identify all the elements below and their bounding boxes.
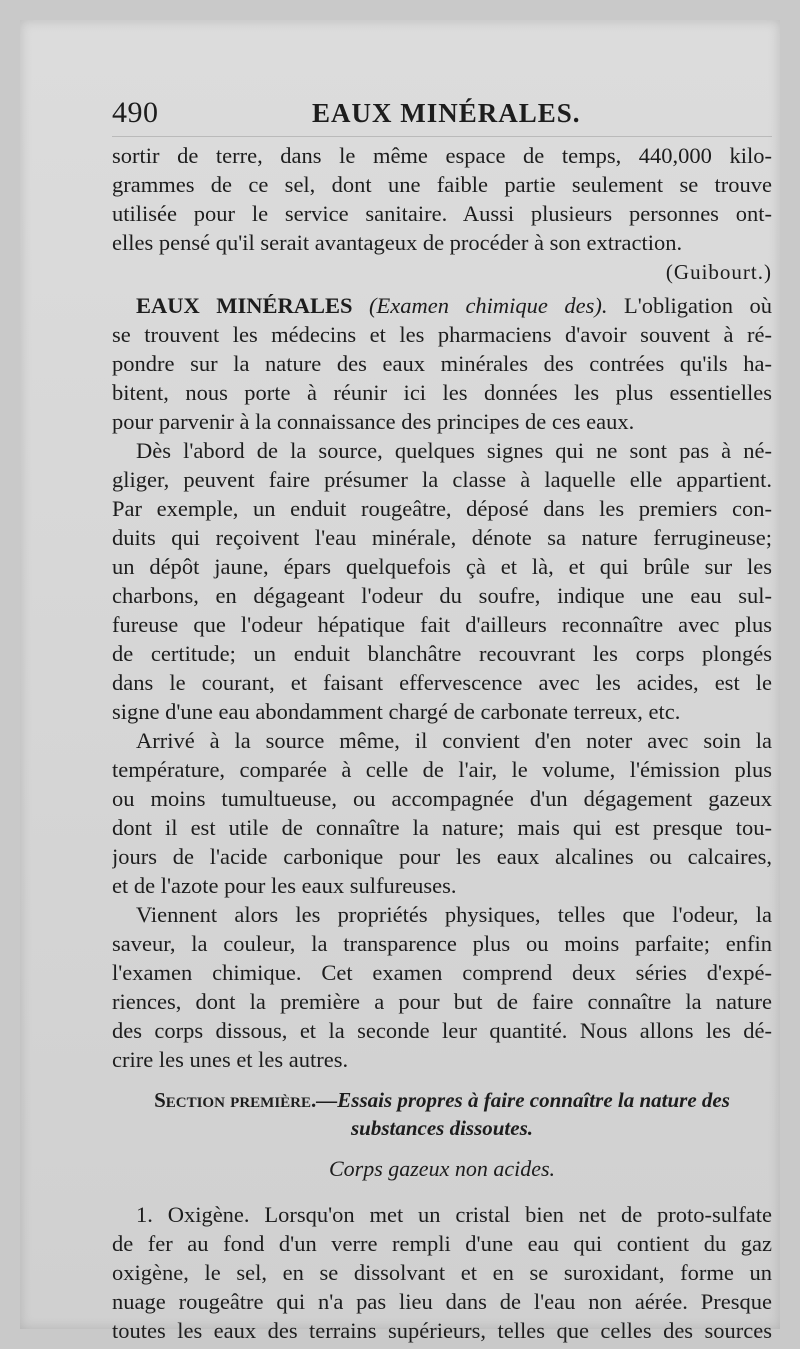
text-line: gliger, peuvent faire présumer la classe à laquelle elle appartient. bbox=[112, 467, 772, 492]
scanned-page bbox=[20, 20, 780, 1343]
section-title: —Essais propres à faire connaître la nature des bbox=[316, 1088, 730, 1112]
paragraph-6 bbox=[112, 1200, 772, 1345]
text-line: de certitude; un enduit blanchâtre recouvrant les corps plongés bbox=[112, 641, 772, 666]
text-line: saveur, la couleur, la transparence plus ou moins parfaite; enfin bbox=[112, 931, 772, 956]
text-line: température, comparée à celle de l'air, le volume, l'émission plus bbox=[112, 757, 772, 782]
section-label: Section première. bbox=[154, 1088, 317, 1112]
text-line: riences, dont la première a pour but de faire connaître la nature bbox=[112, 989, 772, 1014]
text-line: utilisée pour le service sanitaire. Aussi plusieurs personnes ont- bbox=[112, 201, 772, 226]
paragraph-2 bbox=[112, 291, 772, 436]
text-line: fureuse que l'odeur hépatique fait d'ailleurs reconnaître avec plus bbox=[112, 612, 772, 637]
text-line: charbons, en dégageant l'odeur du soufre, indique une eau sul- bbox=[112, 583, 772, 608]
text-column bbox=[112, 92, 772, 1345]
subsection-heading: Corps gazeux non acides. bbox=[328, 1156, 556, 1181]
text-fragment: L'obligation où bbox=[624, 293, 772, 318]
entry-title: EAUX MINÉRALES bbox=[136, 293, 353, 318]
text-line: crire les unes et les autres. bbox=[112, 1047, 349, 1072]
text-line: pondre sur la nature des eaux minérales des contrées qu'ils ha- bbox=[112, 351, 772, 376]
section-heading bbox=[112, 1086, 772, 1142]
page-number: 490 bbox=[112, 96, 159, 129]
page-header bbox=[112, 92, 772, 137]
text-line: toutes les eaux des terrains supérieurs, telles que celles des sources bbox=[112, 1318, 772, 1343]
text-line: pour parvenir à la connaissance des principes de ces eaux. bbox=[112, 409, 635, 434]
text-line: des corps dissous, et la seconde leur quantité. Nous allons les dé- bbox=[112, 1018, 772, 1043]
text-line: sortir de terre, dans le même espace de temps, 440,000 kilo- bbox=[112, 143, 772, 168]
text-line: nuage rougeâtre qui n'a pas lieu dans de l'eau non aérée. Presque bbox=[112, 1289, 772, 1314]
text-line: ou moins tumultueuse, ou accompagnée d'un dégagement gazeux bbox=[112, 786, 772, 811]
paragraph-3 bbox=[112, 436, 772, 726]
text-line: Viennent alors les propriétés physiques, telles que l'odeur, la bbox=[136, 902, 772, 927]
text-line: l'examen chimique. Cet examen comprend deux séries d'expé- bbox=[112, 960, 772, 985]
text-line: Par exemple, un enduit rougeâtre, déposé dans les premiers con- bbox=[112, 496, 772, 521]
text-line: elles pensé qu'il serait avantageux de procéder à son extraction. bbox=[112, 230, 683, 255]
running-title: EAUX MINÉRALES. bbox=[312, 98, 581, 128]
text-line: Arrivé à la source même, il convient d'en noter avec soin la bbox=[136, 728, 772, 753]
text-line: bitent, nous porte à réunir ici les données les plus essentielles bbox=[112, 380, 772, 405]
paragraph-1 bbox=[112, 141, 772, 287]
text-line: 1. Oxigène. Lorsqu'on met un cristal bien net de proto-sulfate bbox=[136, 1202, 772, 1227]
paragraph-5 bbox=[112, 900, 772, 1074]
text-line: grammes de ce sel, dont une faible partie seulement se trouve bbox=[112, 172, 772, 197]
text-line: de fer au fond d'un verre rempli d'une eau qui contient du gaz bbox=[112, 1231, 772, 1256]
text-line: se trouvent les médecins et les pharmaciens d'avoir souvent à ré- bbox=[112, 322, 772, 347]
text-line: jours de l'acide carbonique pour les eaux alcalines ou calcaires, bbox=[112, 844, 772, 869]
section-title-continued: substances dissoutes. bbox=[350, 1116, 534, 1140]
text-line: signe d'une eau abondamment chargé de carbonate terreux, etc. bbox=[112, 699, 681, 724]
text-line: duits qui reçoivent l'eau minérale, dénote sa nature ferrugineuse; bbox=[112, 525, 772, 550]
text-line: un dépôt jaune, épars quelquefois çà et là, et qui brûle sur les bbox=[112, 554, 772, 579]
text-line: Dès l'abord de la source, quelques signes qui ne sont pas à né- bbox=[136, 438, 772, 463]
text-line: et de l'azote pour les eaux sulfureuses. bbox=[112, 873, 457, 898]
author-signature: (Guibourt.) bbox=[665, 260, 772, 284]
text-line: oxigène, le sel, en se dissolvant et en se suroxidant, forme un bbox=[112, 1260, 772, 1285]
text-line: dont il est utile de connaître la nature; mais qui est presque tou- bbox=[112, 815, 772, 840]
paragraph-4 bbox=[112, 726, 772, 900]
entry-title-line bbox=[112, 291, 772, 320]
text-line: dans le courant, et faisant effervescence avec les acides, est le bbox=[112, 670, 772, 695]
entry-subtitle: (Examen chimique des). bbox=[369, 293, 608, 318]
